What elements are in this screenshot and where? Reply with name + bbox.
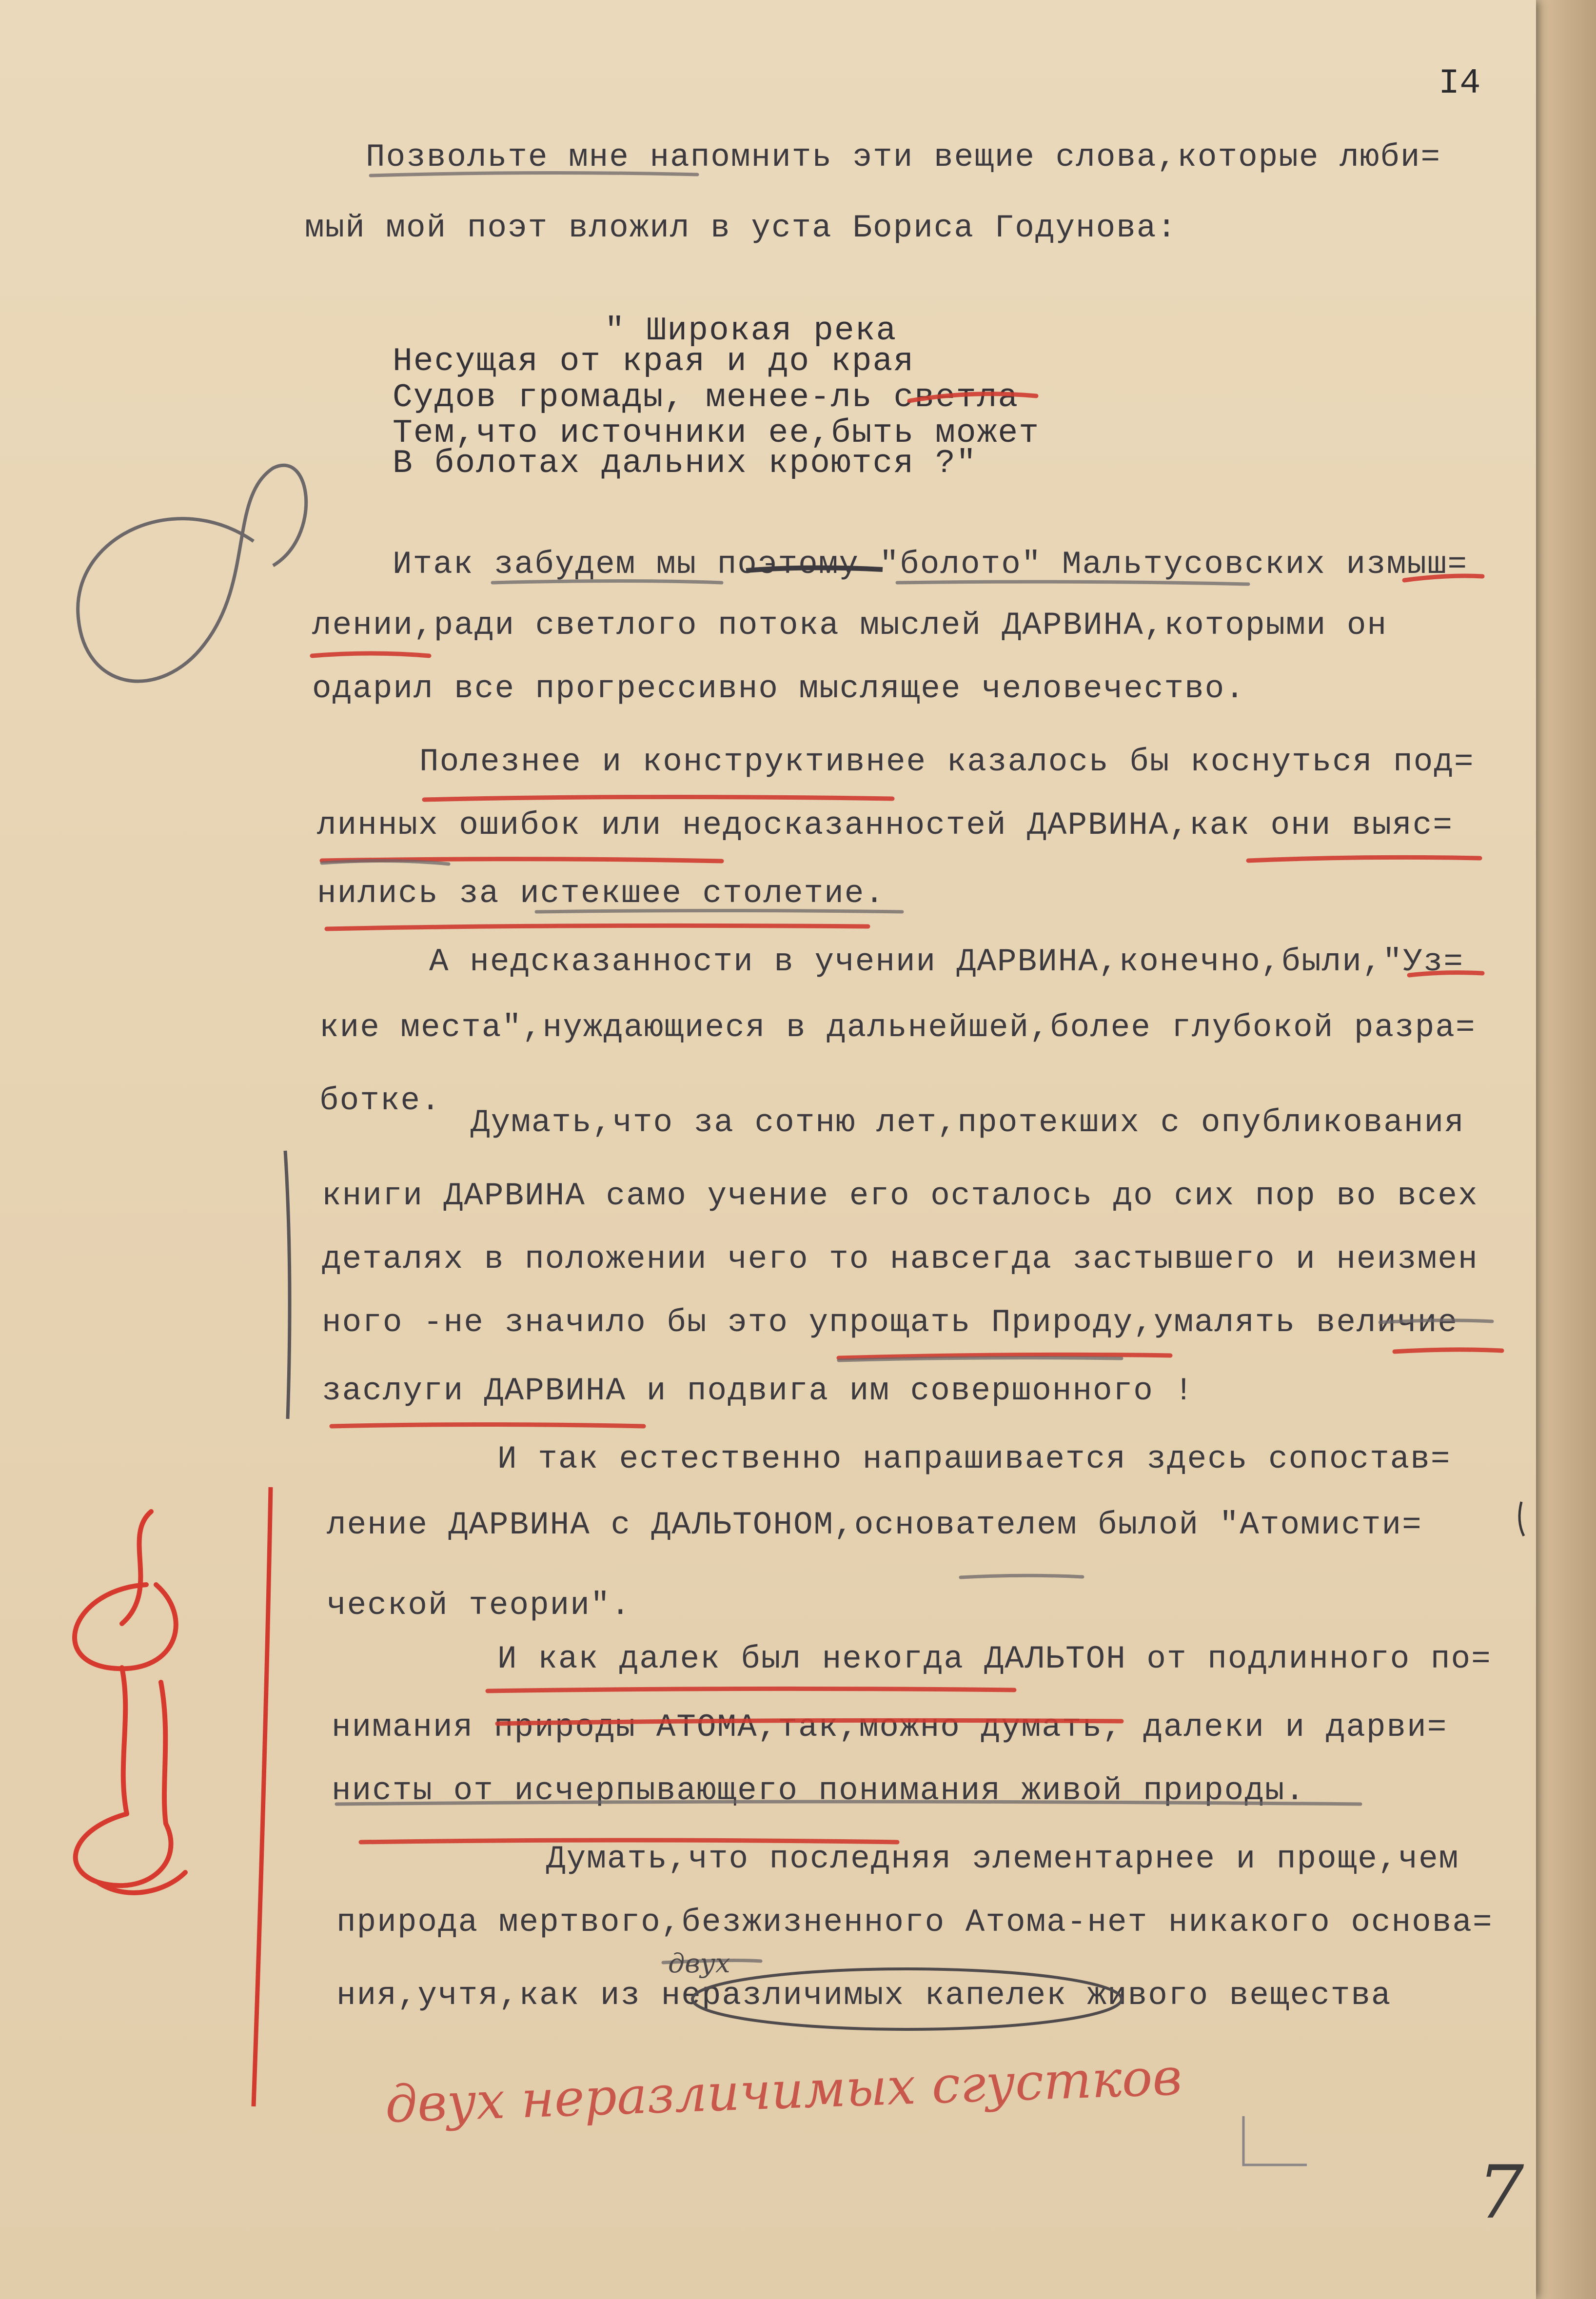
text-line: лении,ради светлого потока мыслей ДАРВИНА,которыми он — [312, 607, 1388, 644]
verse-line: В болотах дальних кроются ?" — [393, 445, 977, 482]
text-line: линных ошибок или недосказанностей ДАРВИНА,как они выяс= — [317, 807, 1453, 844]
text-line: Позвольте мне напомнить эти вещие слова,которые люби= — [366, 139, 1441, 176]
text-line: книги ДАРВИНА само учение его осталось до сих пор во всех — [322, 1178, 1478, 1214]
text-line: деталях в положении чего то навсегда застывшего и неизмен — [322, 1241, 1478, 1277]
handwritten-insert: двух — [668, 1948, 730, 1979]
text-line: ботке. — [319, 1082, 441, 1119]
pencil-corner-mark — [1243, 2116, 1307, 2165]
text-line: природа мертвого,безжизненного Атома-нет никакого основа= — [336, 1904, 1493, 1941]
text-line: ния,учтя,как из неразличимых капелек живого вещества — [336, 1977, 1392, 2014]
text-line: нимания природы АТОМА,так,можно думать, далеки и дарви= — [332, 1709, 1448, 1746]
text-line: ческой теории". — [327, 1587, 631, 1624]
text-line: И так естественно напрашивается здесь сопостав= — [497, 1441, 1451, 1477]
handwritten-note: двух неразличимых сгустков — [384, 2046, 1183, 2134]
text-line: мый мой поэт вложил в уста Бориса Годунова: — [305, 210, 1178, 246]
text-line: И как далек был некогда ДАЛЬТОН от подлинного по= — [497, 1641, 1492, 1677]
page-number: I4 — [1438, 63, 1481, 103]
pencil-bracket — [285, 1151, 290, 1419]
pencil-loop-mark — [78, 465, 306, 681]
edge-mark — [1519, 1502, 1524, 1536]
sheet-number: 7 — [1478, 2150, 1524, 2235]
text-line: ного -не значило бы это упрощать Природу,умалять величие — [322, 1304, 1458, 1341]
text-line: кие места",нуждающиеся в дальнейшей,более глубокой разра= — [319, 1009, 1476, 1046]
text-line: нились за истекшее столетие. — [317, 875, 885, 912]
text-line: заслуги ДАРВИНА и подвига им совершонного ! — [322, 1373, 1195, 1409]
red-margin-mark — [75, 1512, 185, 1893]
verse-line: Тем,что источники ее,быть может — [393, 414, 1040, 452]
text-line: Думать,что последняя элементарнее и проще,чем — [546, 1841, 1459, 1877]
verse-line: " Широкая река — [605, 312, 897, 350]
text-line: Полезнее и конструктивнее казалось бы коснуться под= — [419, 744, 1475, 780]
text-line: одарил все прогрессивно мыслящее человечество. — [312, 670, 1245, 707]
text-line: Думать,что за сотню лет,протекших с опубликования — [471, 1104, 1465, 1141]
text-line: А недсказанности в учении ДАРВИНА,конечно,были,"Уз= — [429, 943, 1464, 980]
verse-line: Несущая от края и до края — [393, 343, 915, 380]
text-line: Итак забудем мы поэтому "болото" Мальтусовских измыш= — [393, 546, 1468, 583]
text-line: ление ДАРВИНА с ДАЛЬТОНОМ,основателем былой "Атомисти= — [327, 1507, 1422, 1543]
red-margin-line — [254, 1487, 271, 2106]
verse-line: Судов громады, менее-ль светла — [393, 379, 1019, 416]
text-line: нисты от исчерпывающего понимания живой природы. — [332, 1772, 1306, 1809]
